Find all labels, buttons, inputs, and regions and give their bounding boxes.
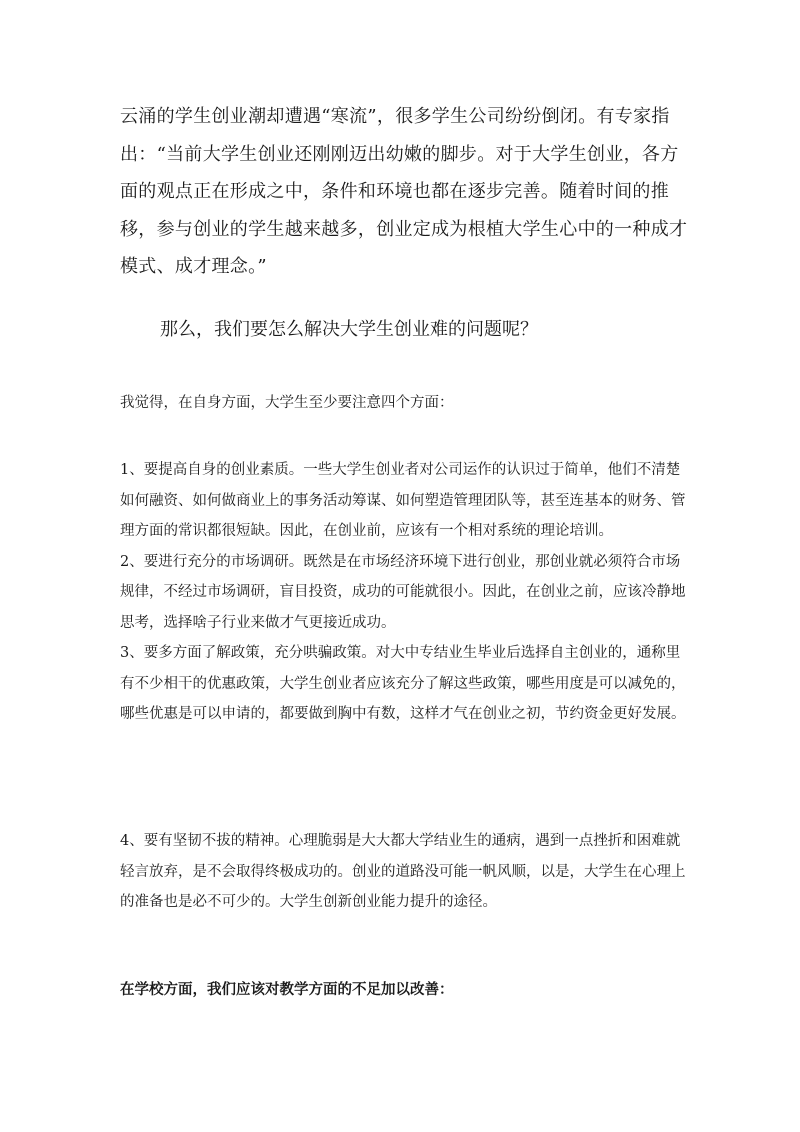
point-1: 1、要提高自身的创业素质。一些大学生创业者对公司运作的认识过于简单，他们不清楚如何融资、如何做商业上的事务活动筹谋、如何塑造管理团队等，甚至连基本的财务、管理方面的常识都很短缺。因此，在创业前，应该有一个相对系统的理论培训。 [120, 462, 686, 539]
point-4: 4、要有坚韧不拔的精神。心理脆弱是大大都大学结业生的通病，遇到一点挫折和困难就轻言放弃，是不会取得终极成功的。创业的道路没可能一帆风顺，以是，大学生在心理上的准备也是必不可少的。大学生创新创业能力提升的途径。 [120, 833, 686, 910]
question-paragraph: 那么，我们要怎么解决大学生创业难的问题呢？ [160, 319, 538, 340]
point-3: 3、要多方面了解政策，充分哄骗政策。对大中专结业生毕业后选择自主创业的，通称里有不少相干的优惠政策，大学生创业者应该充分了解这些政策，哪些用度是可以减免的，哪些优惠是可以申请的，都要做到胸中有数，这样才气在创业之初，节约资金更好发展。 [120, 645, 686, 722]
intro-paragraph: 我觉得，在自身方面，大学生至少要注意四个方面： [120, 395, 454, 411]
lead-paragraph: 云涌的学生创业潮却遭遇“寒流”，很多学生公司纷纷倒闭。有专家指出：“当前大学生创业还刚刚迈出幼嫩的脚步。对于大学生创业，各方面的观点正在形成之中，条件和环境也都在逐步完善。随着时间的推移，参与创业的学生越来越多，创业定成为根植大学生心中的一种成才模式、成才理念。” [120, 106, 688, 277]
points-list [120, 455, 692, 730]
school-section-heading: 在学校方面，我们应该对教学方面的不足加以改善： [120, 981, 454, 998]
point-2: 2、要进行充分的市场调研。既然是在市场经济环境下进行创业，那创业就必须符合市场规律，不经过市场调研，盲目投资，成功的可能就很小。因此，在创业之前，应该冷静地思考，选择啥子行业来做才气更接近成功。 [120, 553, 686, 631]
